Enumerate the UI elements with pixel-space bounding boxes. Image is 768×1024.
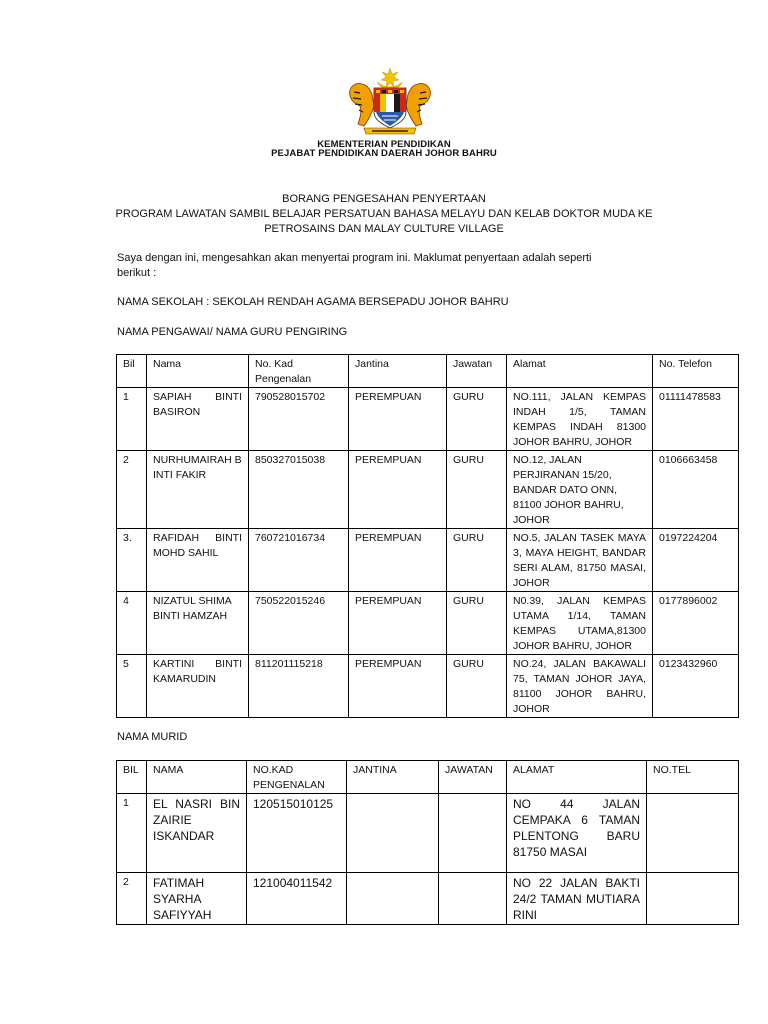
bil-cell: 1 bbox=[117, 388, 147, 451]
table-header-row bbox=[117, 761, 739, 794]
table-header-row bbox=[117, 355, 739, 388]
bil-cell: 2 bbox=[117, 873, 147, 925]
nama-cell: NURHUMAIRAH BINTI FAKIR bbox=[147, 451, 249, 529]
jawatan-cell bbox=[439, 873, 507, 925]
jawatan-cell bbox=[439, 794, 507, 873]
nama-cell: EL NASRI BIN ZAIRIE ISKANDAR bbox=[147, 794, 247, 873]
ministry-name: KEMENTERIAN PENDIDIKAN bbox=[317, 139, 451, 150]
table-row bbox=[117, 873, 739, 925]
nama-cell: SAPIAH BINTI BASIRON bbox=[147, 388, 249, 451]
jantina-cell: PEREMPUAN bbox=[349, 529, 447, 592]
jantina-cell bbox=[347, 794, 439, 873]
intro-line2: berikut : bbox=[117, 267, 157, 279]
jantina-cell: PEREMPUAN bbox=[349, 451, 447, 529]
tel-cell: 0123432960 bbox=[653, 655, 739, 718]
table-row bbox=[117, 388, 739, 451]
nama-cell: KARTINI BINTI KAMARUDIN bbox=[147, 655, 249, 718]
tel-cell: 0106663458 bbox=[653, 451, 739, 529]
tel-cell bbox=[647, 794, 739, 873]
star-icon bbox=[381, 68, 399, 87]
students-table bbox=[116, 760, 739, 925]
ic-cell: 811201115218 bbox=[249, 655, 349, 718]
bil-cell: 3. bbox=[117, 529, 147, 592]
alamat-cell: NO.111, JALAN KEMPAS INDAH 1/5, TAMAN KEMPAS INDAH 81300 JOHOR BAHRU, JOHOR bbox=[507, 388, 653, 451]
alamat-cell: NO.24, JALAN BAKAWALI 75, TAMAN JOHOR JAYA, 81100 JOHOR BAHRU, JOHOR bbox=[507, 655, 653, 718]
coat-of-arms-logo bbox=[342, 66, 438, 138]
ic-cell: 120515010125 bbox=[247, 794, 347, 873]
bil-cell: 5 bbox=[117, 655, 147, 718]
jantina-cell bbox=[347, 873, 439, 925]
bil-cell: 4 bbox=[117, 592, 147, 655]
bil-cell: 2 bbox=[117, 451, 147, 529]
nama-cell: FATIMAH SYARHA SAFIYYAH bbox=[147, 873, 247, 925]
bil-cell: 1 bbox=[117, 794, 147, 873]
table-row bbox=[117, 592, 739, 655]
header-cell: No. Telefon bbox=[653, 355, 739, 388]
table-row bbox=[117, 794, 739, 873]
ic-cell: 121004011542 bbox=[247, 873, 347, 925]
ic-cell: 790528015702 bbox=[249, 388, 349, 451]
header-cell: No. Kad Pengenalan bbox=[249, 355, 349, 388]
ic-cell: 850327015038 bbox=[249, 451, 349, 529]
header-cell: NO.TEL bbox=[647, 761, 739, 794]
alamat-cell: NO 44 JALAN CEMPAKA 6 TAMAN PLENTONG BARU 81750 MASAI bbox=[507, 794, 647, 873]
header-cell: Bil bbox=[117, 355, 147, 388]
header-cell: NAMA bbox=[147, 761, 247, 794]
nama-cell: RAFIDAH BINTI MOHD SAHIL bbox=[147, 529, 249, 592]
jawatan-cell: GURU bbox=[447, 388, 507, 451]
jawatan-cell: GURU bbox=[447, 592, 507, 655]
alamat-cell: NO 22 JALAN BAKTI 24/2 TAMAN MUTIARA RINI bbox=[507, 873, 647, 925]
table-row bbox=[117, 655, 739, 718]
tel-cell: 0177896002 bbox=[653, 592, 739, 655]
header-cell: ALAMAT bbox=[507, 761, 647, 794]
tel-cell: 01111478583 bbox=[653, 388, 739, 451]
jawatan-cell: GURU bbox=[447, 655, 507, 718]
intro-line1: Saya dengan ini, mengesahkan akan menyertai program ini. Maklumat penyertaan adalah seperti bbox=[117, 252, 592, 264]
teachers-table bbox=[116, 354, 739, 718]
jawatan-cell: GURU bbox=[447, 529, 507, 592]
alamat-cell: NO.5, JALAN TASEK MAYA 3, MAYA HEIGHT, BANDAR SERI ALAM, 81750 MASAI, JOHOR bbox=[507, 529, 653, 592]
student-section-label: NAMA MURID bbox=[117, 731, 188, 743]
nama-cell: NIZATUL SHIMA BINTI HAMZAH bbox=[147, 592, 249, 655]
teacher-section-label: NAMA PENGAWAI/ NAMA GURU PENGIRING bbox=[117, 326, 348, 338]
jantina-cell: PEREMPUAN bbox=[349, 388, 447, 451]
header-cell: Jawatan bbox=[447, 355, 507, 388]
header-cell: Alamat bbox=[507, 355, 653, 388]
header-cell: BIL bbox=[117, 761, 147, 794]
table-row bbox=[117, 451, 739, 529]
header-cell: Nama bbox=[147, 355, 249, 388]
form-title: BORANG PENGESAHAN PENYERTAAN bbox=[282, 193, 486, 205]
table-row bbox=[117, 529, 739, 592]
ic-cell: 760721016734 bbox=[249, 529, 349, 592]
header-cell: Jantina bbox=[349, 355, 447, 388]
program-title-line2: PETROSAINS DAN MALAY CULTURE VILLAGE bbox=[264, 223, 504, 235]
alamat-cell: NO.12, JALAN PERJIRANAN 15/20, BANDAR DATO ONN, 81100 JOHOR BAHRU, JOHOR bbox=[507, 451, 653, 529]
tel-cell bbox=[647, 873, 739, 925]
program-title-line1: PROGRAM LAWATAN SAMBIL BELAJAR PERSATUAN BAHASA MELAYU DAN KELAB DOKTOR MUDA KE bbox=[115, 208, 653, 220]
header-cell: JANTINA bbox=[347, 761, 439, 794]
jantina-cell: PEREMPUAN bbox=[349, 592, 447, 655]
header-cell: JAWATAN bbox=[439, 761, 507, 794]
jawatan-cell: GURU bbox=[447, 451, 507, 529]
ic-cell: 750522015246 bbox=[249, 592, 349, 655]
alamat-cell: N0.39, JALAN KEMPAS UTAMA 1/14, TAMAN KEMPAS UTAMA,81300 JOHOR BAHRU, JOHOR bbox=[507, 592, 653, 655]
jantina-cell: PEREMPUAN bbox=[349, 655, 447, 718]
header-cell: NO.KAD PENGENALAN bbox=[247, 761, 347, 794]
office-name: PEJABAT PENDIDIKAN DAERAH JOHOR BAHRU bbox=[271, 148, 497, 159]
tel-cell: 0197224204 bbox=[653, 529, 739, 592]
school-name: NAMA SEKOLAH : SEKOLAH RENDAH AGAMA BERSEPADU JOHOR BAHRU bbox=[117, 296, 509, 308]
